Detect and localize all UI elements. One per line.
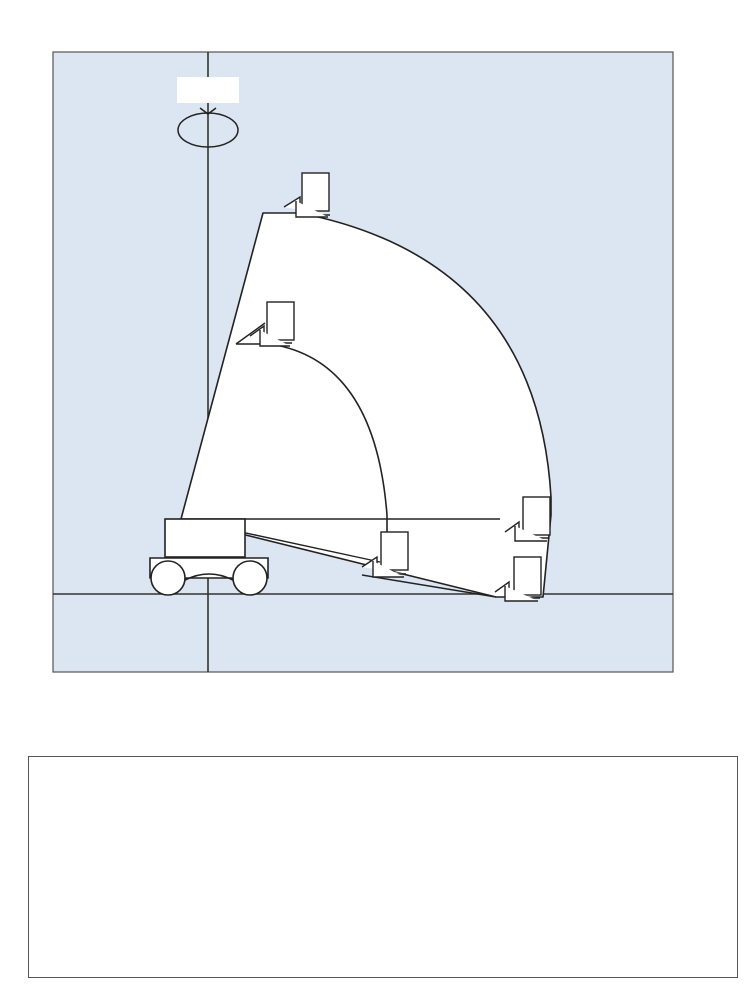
wheel-right — [233, 561, 267, 595]
notes-box — [28, 756, 738, 978]
wheel-left — [151, 561, 185, 595]
rotation-label-bg — [177, 77, 239, 103]
